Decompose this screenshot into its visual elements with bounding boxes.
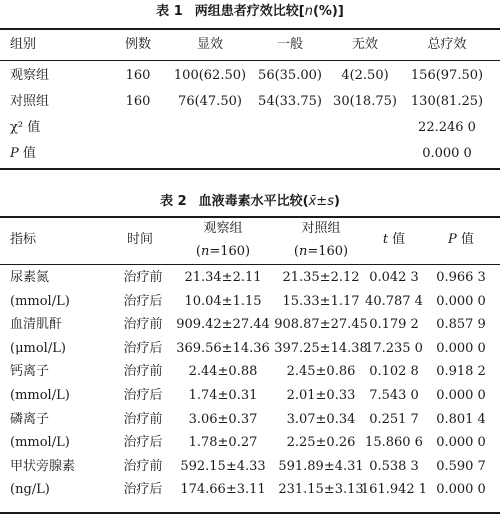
table2-cell-p: 0.000 0 (436, 435, 486, 450)
table2-cell-indicator: (mmol/L) (10, 388, 70, 403)
table2-title-var: x̄±s (308, 194, 334, 209)
table2-header-ctrl-close: =160) (307, 244, 349, 259)
table2-cell-p: 0.801 4 (436, 412, 486, 427)
table2-cell-observation: 592.15±4.33 (180, 459, 266, 474)
table2-cell-time: 治疗后 (123, 388, 163, 403)
table1-title-var: n (304, 4, 313, 19)
table2-cell-time: 治疗前 (123, 317, 163, 332)
table1-cell-invalid: 30(18.75) (333, 94, 397, 109)
table1-top-rule (0, 28, 500, 30)
table2-cell-observation: 909.42±27.44 (176, 317, 270, 332)
table2-cell-control: 591.89±4.31 (278, 459, 364, 474)
table2-cell-time: 治疗后 (123, 482, 163, 497)
table1-header-rule (0, 60, 500, 61)
table2-cell-indicator: (ng/L) (10, 482, 50, 497)
table2-cell-observation: 2.44±0.88 (188, 364, 258, 379)
table1-cell-total: 130(81.25) (410, 94, 484, 109)
table1-cell-invalid: 4(2.50) (341, 68, 389, 83)
table2-cell-control: 3.07±0.34 (286, 412, 356, 427)
table2-title-pre: 血液毒素水平比较( (198, 194, 309, 209)
table2-cell-observation: 1.78±0.27 (188, 435, 258, 450)
table2-cell-indicator: (mmol/L) (10, 435, 70, 450)
table2-header-t (360, 232, 428, 248)
table2-header-obs-line1: 观察组 (203, 221, 243, 236)
table2-header-p-var: P (448, 232, 457, 247)
table1-chi2-label: χ² 值 (10, 120, 41, 135)
table2-cell-t: 0.538 3 (369, 459, 419, 474)
table2-cell-control: 2.45±0.86 (286, 364, 356, 379)
table2-cell-p: 0.000 0 (436, 388, 486, 403)
table2-cell-time: 治疗前 (123, 412, 163, 427)
table2-cell-observation: 21.34±2.11 (184, 270, 262, 285)
table1-cell-group: 观察组 (10, 68, 50, 83)
table2-cell-control: 15.33±1.17 (282, 294, 360, 309)
table2-cell-indicator: 血清肌酐 (10, 317, 63, 332)
table2-header-obs-var: n (200, 244, 210, 259)
table2-cell-control: 2.01±0.33 (286, 388, 356, 403)
table2-cell-observation: 3.06±0.37 (188, 412, 258, 427)
table2-cell-p: 0.857 9 (436, 317, 486, 332)
table1-chi2-value: 22.246 0 (418, 120, 476, 135)
table1-p-label (10, 146, 36, 162)
table1-header-invalid: 无效 (351, 37, 378, 52)
table2-cell-control: 2.25±0.26 (286, 435, 356, 450)
table2-cell-time: 治疗前 (123, 270, 163, 285)
table2-header-time: 时间 (127, 232, 154, 247)
table2-cell-t: 17.235 0 (365, 341, 423, 356)
table2-header-p (428, 232, 494, 248)
table2-header-t-suffix: 值 (388, 232, 406, 247)
table2-header-rule (0, 264, 500, 265)
table2-cell-time: 治疗前 (123, 364, 163, 379)
table2-header-t-var: t (382, 232, 389, 247)
table2-header-obs-line2 (174, 244, 272, 260)
table1-cell-marked: 76(47.50) (178, 94, 242, 109)
table2-cell-indicator: 钙离子 (10, 364, 50, 379)
table2-cell-control: 397.25±14.38 (274, 341, 368, 356)
table2-cell-control: 231.15±3.13 (278, 482, 364, 497)
table2-cell-t: 7.543 0 (369, 388, 419, 403)
table1-p-label-suffix: 值 (18, 146, 36, 161)
table1-cell-general: 56(35.00) (258, 68, 322, 83)
table2-header-ctrl-var: n (298, 244, 308, 259)
table2-cell-t: 0.179 2 (369, 317, 419, 332)
table2-cell-p: 0.918 2 (436, 364, 486, 379)
table1-title-pre: 两组患者疗效比较[ (194, 4, 305, 19)
table2-title-post: ) (333, 194, 340, 209)
table2-header-p-suffix: 值 (456, 232, 474, 247)
table1-p-value: 0.000 0 (422, 146, 472, 161)
table2-cell-t: 161.942 1 (360, 482, 428, 497)
table2-cell-indicator: 尿素氮 (10, 270, 50, 285)
table1-cell-general: 54(33.75) (258, 94, 322, 109)
table1-header-group: 组别 (10, 37, 37, 52)
table2-cell-time: 治疗后 (123, 341, 163, 356)
table2-cell-observation: 369.56±14.36 (176, 341, 270, 356)
table1-header-marked: 显效 (196, 37, 223, 52)
table2-cell-time: 治疗后 (123, 435, 163, 450)
table2-bottom-rule (0, 512, 500, 514)
table1-title-post: (%)] (312, 4, 344, 19)
table2-cell-observation: 174.66±3.11 (180, 482, 266, 497)
table1-cell-count: 160 (125, 68, 151, 83)
table1-cell-count: 160 (125, 94, 151, 109)
table2-cell-control: 908.87±27.45 (274, 317, 368, 332)
table1-header-count: 例数 (124, 37, 151, 52)
table2-cell-observation: 1.74±0.31 (188, 388, 258, 403)
table2-cell-t: 40.787 4 (365, 294, 423, 309)
table2-cell-time: 治疗前 (123, 459, 163, 474)
table2-caption (0, 194, 500, 210)
table2-cell-p: 0.966 3 (436, 270, 486, 285)
table2-cell-p: 0.000 0 (436, 482, 486, 497)
table2-cell-indicator: 甲状旁腺素 (10, 459, 76, 474)
table2-cell-indicator: (μmol/L) (10, 341, 66, 356)
table2-number: 表 2 (160, 194, 187, 209)
table2-cell-t: 15.860 6 (365, 435, 423, 450)
table2-cell-indicator: (mmol/L) (10, 294, 70, 309)
table2-header-ctrl-line1: 对照组 (301, 221, 341, 236)
table2-cell-time: 治疗后 (123, 294, 163, 309)
table1-number: 表 1 (156, 4, 183, 19)
table2-top-rule (0, 216, 500, 218)
table1-p-label-var: P (10, 146, 19, 161)
table1-header-total: 总疗效 (427, 37, 467, 52)
table2-header-obs-close: =160) (209, 244, 251, 259)
table2-cell-t: 0.251 7 (369, 412, 419, 427)
table2-cell-control: 21.35±2.12 (282, 270, 360, 285)
table1-cell-total: 156(97.50) (410, 68, 484, 83)
table2-header-ctrl-open: ( (293, 244, 299, 259)
table1-bottom-rule (0, 168, 500, 170)
table2-header-indicator: 指标 (10, 232, 37, 247)
table2-cell-p: 0.000 0 (436, 294, 486, 309)
table2-cell-observation: 10.04±1.15 (184, 294, 262, 309)
table2-cell-p: 0.590 7 (436, 459, 486, 474)
table1-cell-marked: 100(62.50) (173, 68, 247, 83)
table2-cell-t: 0.102 8 (369, 364, 419, 379)
table2-cell-p: 0.000 0 (436, 341, 486, 356)
table2-cell-indicator: 磷离子 (10, 412, 50, 427)
table2-cell-t: 0.042 3 (369, 270, 419, 285)
table2-header-obs-open: ( (195, 244, 201, 259)
table2-header-ctrl-line2 (272, 244, 370, 260)
table1-header-general: 一般 (276, 37, 303, 52)
table1-caption (0, 4, 500, 20)
table1-cell-group: 对照组 (10, 94, 50, 109)
